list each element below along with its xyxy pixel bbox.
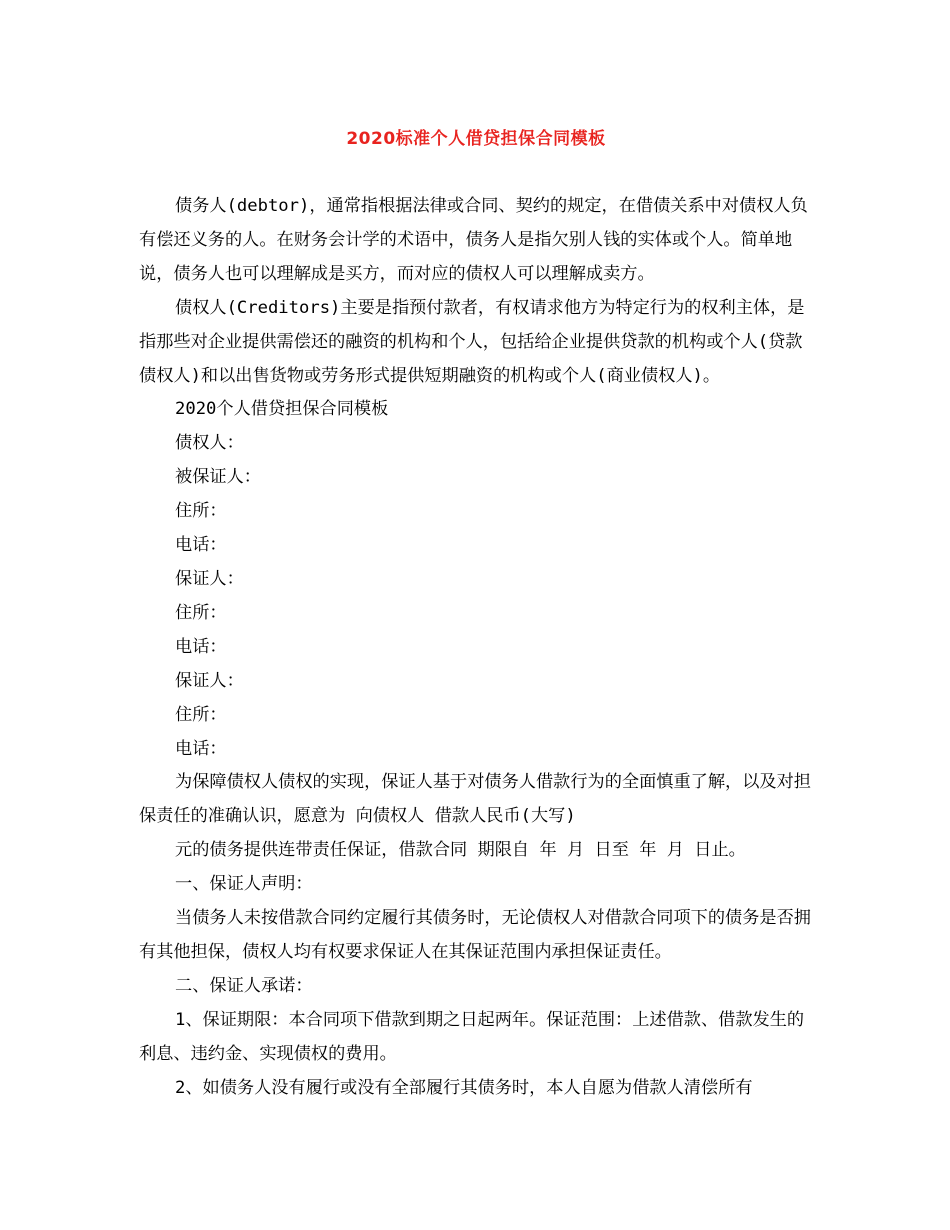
- debtor-definition-paragraph: 债务人(debtor)，通常指根据法律或合同、契约的规定，在借债关系中对债权人负有偿还义务的人。在财务会计学的术语中，债务人是指欠别人钱的实体或个人。简单地说，债务人也可以理解成是买方，而对应的债权人可以理解成卖方。: [139, 196, 808, 284]
- document-body: [139, 190, 813, 1105]
- term-line: 元的债务提供连带责任保证，借款合同 期限自 年 月 日至 年 月 日止。: [175, 840, 746, 861]
- field-address: 住所：: [175, 704, 227, 725]
- document-title: 2020标准个人借贷担保合同模板: [346, 129, 606, 149]
- intro-paragraph: 为保障债权人债权的实现，保证人基于对债务人借款行为的全面慎重了解，以及对担保责任的准确认识，愿意为 向债权人 借款人民币(大写): [139, 772, 811, 827]
- field-guarantor: 保证人：: [175, 568, 244, 589]
- field-guarantor: 保证人：: [175, 670, 244, 691]
- field-phone: 电话：: [175, 535, 227, 556]
- section2-item1: 1、保证期限：本合同项下借款到期之日起两年。保证范围：上述借款、借款发生的利息、违约金、实现债权的费用。: [139, 1009, 805, 1064]
- section2-item2: 2、如债务人没有履行或没有全部履行其债务时，本人自愿为借款人清偿所有: [175, 1077, 753, 1098]
- creditor-definition-paragraph: 债权人(Creditors)主要是指预付款者，有权请求他方为特定行为的权利主体，是指那些对企业提供需偿还的融资的机构和个人，包括给企业提供贷款的机构或个人(贷款债权人)和以出售货物或劳务形式提供短期融资的机构或个人(商业债权人)。: [139, 297, 805, 386]
- field-address: 住所：: [175, 501, 227, 522]
- field-address: 住所：: [175, 602, 227, 623]
- section1-heading: 一、保证人声明：: [175, 874, 313, 895]
- section1-text: 当债务人未按借款合同约定履行其债务时，无论债权人对借款合同项下的债务是否拥有其他担保，债权人均有权要求保证人在其保证范围内承担保证责任。: [139, 908, 811, 962]
- field-phone: 电话：: [175, 738, 227, 759]
- section2-heading: 二、保证人承诺：: [175, 975, 313, 996]
- field-creditor: 债权人：: [175, 433, 244, 454]
- template-title: 2020个人借贷担保合同模板: [175, 399, 389, 420]
- field-guaranteed-party: 被保证人：: [175, 467, 261, 488]
- field-phone: 电话：: [175, 636, 227, 657]
